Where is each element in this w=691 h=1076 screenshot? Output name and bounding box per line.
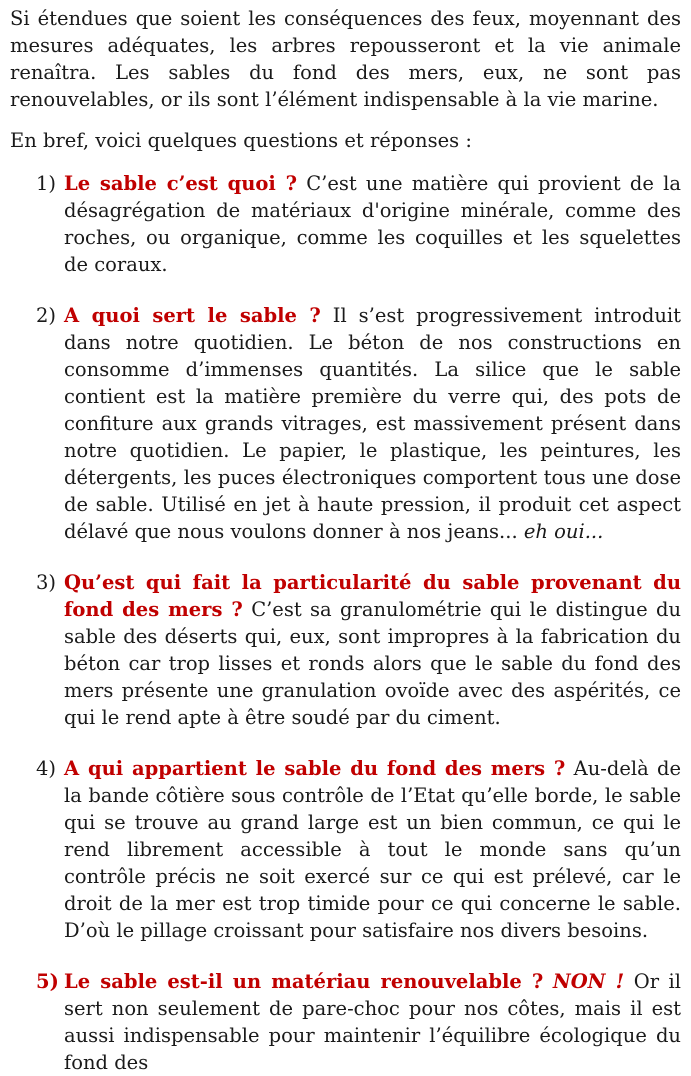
qa-item-5-text bbox=[64, 968, 681, 1076]
qa-item-5-answer: Or il sert non seulement de pare-choc pour nos côtes, mais il est aussi indispensable pour maintenir l’équilibre écologique du fond des bbox=[64, 970, 682, 1074]
qa-item-5-emphasis: NON ! bbox=[552, 970, 625, 993]
qa-item-5 bbox=[10, 968, 681, 1076]
qa-item-3-number: 3) bbox=[36, 571, 57, 594]
qa-item-1 bbox=[10, 170, 681, 278]
qa-item-3-answer: C’est sa granulométrie qui le distingue du sable des déserts qui, eux, sont impropres à la fabrication du béton car trop lisses et ronds alors que le sable du fond des mers présente une granulation ovoïde avec des aspérités, ce qui le rend apte à être soudé par du ciment. bbox=[64, 598, 682, 729]
qa-item-3 bbox=[10, 569, 681, 731]
qa-item-4-text bbox=[64, 755, 681, 944]
qa-item-2-answer-italic: eh oui... bbox=[523, 520, 604, 543]
qa-item-1-question: Le sable c’est quoi ? bbox=[64, 172, 298, 195]
qa-item-5-number: 5) bbox=[36, 970, 59, 993]
qa-item-2-answer: Il s’est progressivement introduit dans notre quotidien. Le béton de nos constructions en consomme d’immenses quantités. La silice que le sable contient est la matière première du verre qui, des pots de confiture aux grands vitrages, est massivement présent dans notre quotidien. Le papier, le plastique, les peintures, les détergents, les puces électroniques comportent tous une dose de sable. Utilisé en jet à haute pression, il produit cet aspect délavé que nous voulons donner à nos jeans... bbox=[64, 304, 681, 543]
qa-item-1-number: 1) bbox=[36, 172, 57, 195]
qa-item-1-answer: C’est une matière qui provient de la désagrégation de matériaux d'origine minérale, comme des roches, ou organique, comme les coquilles et les squelettes de coraux. bbox=[64, 172, 682, 276]
lead-in-paragraph: En bref, voici quelques questions et réponses : bbox=[10, 129, 472, 152]
qa-item-5-question: Le sable est-il un matériau renouvelable ? bbox=[64, 970, 544, 993]
intro-paragraph: Si étendues que soient les conséquences des feux, moyennant des mesures adéquates, les arbres repousseront et la vie animale renaîtra. Les sables du fond des mers, eux, ne sont pas renouvelables, or ils sont l’élément indispensable à la vie marine. bbox=[10, 7, 681, 111]
qa-item-4 bbox=[10, 755, 681, 944]
qa-item-3-question: Qu’est qui fait la particularité du sable provenant du fond des mers ? bbox=[64, 571, 681, 621]
qa-item-2-question: A quoi sert le sable ? bbox=[64, 304, 321, 327]
qa-item-2 bbox=[10, 302, 681, 545]
qa-item-2-number: 2) bbox=[36, 304, 57, 327]
qa-item-2-text bbox=[64, 302, 681, 545]
qa-item-1-text bbox=[64, 170, 681, 278]
qa-item-4-question: A qui appartient le sable du fond des mers ? bbox=[64, 757, 566, 780]
qa-item-4-number: 4) bbox=[36, 757, 57, 780]
qa-item-3-text bbox=[64, 569, 681, 731]
qa-item-4-answer: Au-delà de la bande côtière sous contrôle de l’Etat qu’elle borde, le sable qui se trouve au grand large est un bien commun, ce qui le rend librement accessible à tout le monde sans qu’un contrôle précis ne soit exercé sur ce qui est prélevé, car le droit de la mer est trop timide pour ce qui concerne le sable. D’où le pillage croissant pour satisfaire nos divers besoins. bbox=[64, 757, 681, 942]
